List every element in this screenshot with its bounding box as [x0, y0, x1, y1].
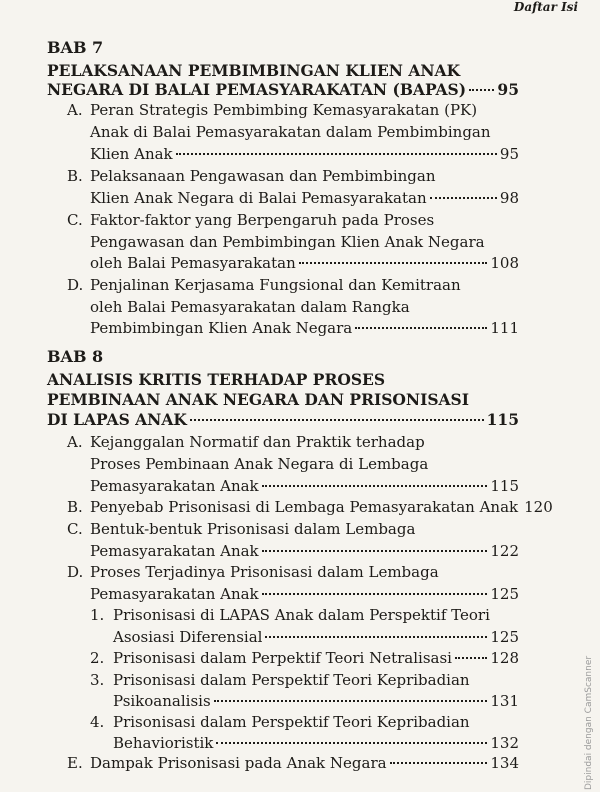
entry-text: Bentuk-bentuk Prisonisasi dalam Lembaga — [90, 520, 416, 538]
leader-dots — [430, 197, 497, 199]
chapter-label: BAB 7 — [47, 38, 104, 57]
subentry-text: Behavioristik — [113, 734, 214, 752]
toc-row — [47, 410, 519, 430]
page-number: 95 — [497, 80, 519, 99]
entry-text: Kejanggalan Normatif dan Praktik terhadap — [90, 433, 425, 451]
subentry-text: Prisonisasi di LAPAS Anak dalam Perspektif Teori — [113, 606, 490, 624]
leader-dots — [265, 636, 487, 638]
entry-letter: D. — [67, 276, 84, 294]
page-number: 98 — [499, 189, 519, 207]
entry-text: Penjalinan Kerjasama Fungsional dan Kemitraan — [90, 276, 461, 294]
chapter-title: PELAKSANAAN PEMBIMBINGAN KLIEN ANAK — [47, 61, 461, 80]
toc-row — [90, 541, 519, 561]
entry-letter: B. — [67, 498, 83, 516]
page-number: 125 — [490, 628, 519, 646]
leader-dots — [299, 262, 488, 264]
page-number: 125 — [490, 585, 519, 603]
leader-dots — [262, 593, 488, 595]
page-number: 111 — [490, 319, 519, 337]
leader-dots — [262, 485, 488, 487]
subentry-text: Asosiasi Diferensial — [113, 628, 263, 646]
entry-letter: C. — [67, 211, 83, 229]
entry-text: Klien Anak — [90, 145, 173, 163]
entry-letter: E. — [67, 754, 83, 772]
subentry-text: Prisonisasi dalam Perpektif Teori Netralisasi — [113, 649, 452, 667]
page-number: 122 — [490, 542, 519, 560]
toc-row — [90, 144, 519, 164]
entry-letter: A. — [67, 101, 83, 119]
leader-dots — [190, 419, 484, 421]
chapter-label: BAB 8 — [47, 347, 104, 366]
entry-text: Pembimbingan Klien Anak Negara — [90, 319, 353, 337]
entry-text: Proses Pembinaan Anak Negara di Lembaga — [90, 455, 429, 473]
subentry-number: 2. — [90, 649, 105, 667]
entry-text: Proses Terjadinya Prisonisasi dalam Lembaga — [90, 563, 439, 581]
entry-text: Pemasyarakatan Anak — [90, 542, 259, 560]
leader-dots — [469, 89, 494, 91]
toc-row — [90, 753, 519, 773]
page-number: 132 — [490, 734, 519, 752]
entry-text: Penyebab Prisonisasi di Lembaga Pemasyarakatan Anak — [90, 498, 519, 516]
entry-text: Pelaksanaan Pengawasan dan Pembimbingan — [90, 167, 436, 185]
subentry-text: Prisonisasi dalam Perspektif Teori Kepribadian — [113, 713, 470, 731]
subentry-text: Prisonisasi dalam Perspektif Teori Kepribadian — [113, 671, 470, 689]
entry-text: oleh Balai Pemasyarakatan — [90, 254, 296, 272]
entry-text: oleh Balai Pemasyarakatan dalam Rangka — [90, 298, 410, 316]
entry-letter: C. — [67, 520, 83, 538]
leader-dots — [455, 657, 487, 659]
scanner-watermark: Dipindai dengan CamScanner — [584, 655, 594, 790]
page-number: 108 — [490, 254, 519, 272]
entry-letter: A. — [67, 433, 83, 451]
subentry-number: 1. — [90, 606, 105, 624]
page-number: 95 — [499, 145, 519, 163]
toc-row — [90, 584, 519, 604]
entry-letter: B. — [67, 167, 83, 185]
chapter-title: NEGARA DI BALAI PEMASYARAKATAN (BAPAS) — [47, 80, 467, 99]
toc-row — [113, 733, 519, 753]
toc-row — [113, 627, 519, 647]
subentry-number: 4. — [90, 713, 105, 731]
subentry-text: Psikoanalisis — [113, 692, 211, 710]
leader-dots — [390, 762, 488, 764]
entry-text: Pemasyarakatan Anak — [90, 477, 259, 495]
page-number: 115 — [490, 477, 519, 495]
leader-dots — [262, 550, 488, 552]
running-head: Daftar Isi — [513, 0, 578, 14]
page-number: 134 — [490, 754, 519, 772]
leader-dots — [214, 700, 488, 702]
entry-text: Dampak Prisonisasi pada Anak Negara — [90, 754, 387, 772]
entry-text: Peran Strategis Pembimbing Kemasyarakatan (PK) — [90, 101, 478, 119]
leader-dots — [216, 742, 487, 744]
entry-text: Pemasyarakatan Anak — [90, 585, 259, 603]
chapter-title: ANALISIS KRITIS TERHADAP PROSES — [47, 370, 386, 389]
entry-letter: D. — [67, 563, 84, 581]
toc-row — [90, 253, 519, 273]
chapter-title: PEMBINAAN ANAK NEGARA DAN PRISONISASI — [47, 390, 469, 409]
toc-row — [90, 476, 519, 496]
page-number: 128 — [490, 649, 519, 667]
toc-row — [113, 691, 519, 711]
entry-text: Pengawasan dan Pembimbingan Klien Anak Negara — [90, 233, 485, 251]
page-number: 131 — [490, 692, 519, 710]
toc-row: Penyebab Prisonisasi di Lembaga Pemasyarakatan Anak 120 — [90, 498, 553, 516]
toc-row — [90, 188, 519, 208]
page-number: 115 — [486, 410, 519, 429]
toc-row — [47, 80, 519, 100]
subentry-number: 3. — [90, 671, 105, 689]
toc-row — [113, 648, 519, 668]
leader-dots — [355, 327, 487, 329]
entry-text: Anak di Balai Pemasyarakatan dalam Pembimbingan — [90, 123, 491, 141]
entry-text: Klien Anak Negara di Balai Pemasyarakatan — [90, 189, 427, 207]
toc-row — [90, 318, 519, 338]
entry-text: Faktor-faktor yang Berpengaruh pada Proses — [90, 211, 435, 229]
leader-dots — [176, 153, 497, 155]
chapter-title: DI LAPAS ANAK — [47, 410, 187, 429]
